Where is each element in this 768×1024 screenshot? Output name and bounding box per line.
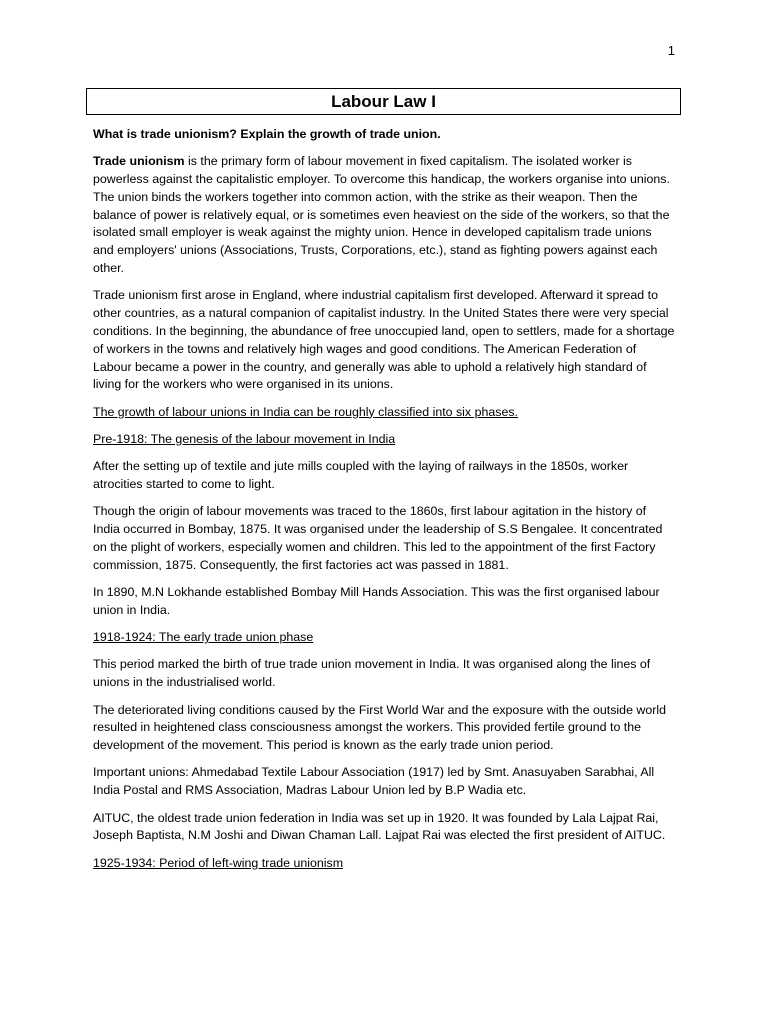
document-title bbox=[86, 88, 681, 115]
paragraph: Important unions: Ahmedabad Textile Labour Association (1917) led by Smt. Anasuyaben Sarabhai, All India Postal and RMS Association, Madras Labour Union led by B.P Wadia etc. bbox=[93, 765, 655, 798]
page-number: 1 bbox=[667, 43, 675, 58]
document-body bbox=[93, 126, 675, 882]
paragraph: This period marked the birth of true trade union movement in India. It was organised along the lines of unions in the industrialised world. bbox=[93, 657, 651, 690]
question-heading: What is trade unionism? Explain the growth of trade union. bbox=[93, 127, 441, 141]
phase-heading-1925-1934: 1925-1934: Period of left-wing trade unionism bbox=[93, 855, 344, 870]
phase-heading-pre-1918: Pre-1918: The genesis of the labour movement in India bbox=[93, 431, 396, 446]
phases-heading: The growth of labour unions in India can be roughly classified into six phases. bbox=[93, 404, 518, 419]
bold-term: Trade unionism bbox=[93, 154, 185, 169]
document-title-text: Labour Law I bbox=[331, 91, 436, 111]
phase-heading-1918-1924: 1918-1924: The early trade union phase bbox=[93, 630, 314, 645]
paragraph: AITUC, the oldest trade union federation in India was set up in 1920. It was founded by Lala Lajpat Rai, Joseph Baptista, N.M Joshi and Diwan Chaman Lall. Lajpat Rai was elected the first president of AITUC. bbox=[93, 810, 666, 843]
paragraph-trade-unionism-origin: Trade unionism first arose in England, where industrial capitalism first developed. Afterward it spread to other countries, as a natural companion of capitalist industry. In the United States there were very special conditions. In the beginning, the abundance of free unoccupied land, open to settlers, made for a shortage of workers in the towns and relatively high wages and good conditions. The American Federation of Labour became a power in the country, and generally was able to uphold a relatively high standard of living for the workers who were organised in its unions. bbox=[93, 288, 675, 392]
paragraph: Though the origin of labour movements was traced to the 1860s, first labour agitation in the history of India occurred in Bombay, 1875. It was organised under the leadership of S.S Bengalee. It concentrated on the plight of workers, especially women and children. This led to the appointment of the first Factory commission, 1875. Consequently, the first factories act was passed in 1881. bbox=[93, 504, 663, 572]
paragraph: In 1890, M.N Lokhande established Bombay Mill Hands Association. This was the first organised labour union in India. bbox=[93, 585, 660, 617]
paragraph-text: is the primary form of labour movement in fixed capitalism. The isolated worker is powerless against the capitalistic employer. To overcome this handicap, the workers organise into unions. The union binds the workers together into common action, with the strike as their weapon. Then the balance of power is relatively equal, or is sometimes even heaviest on the side of the workers, so that the isolated small employer is weak against the mighty union. Hence in developed capitalism trade unions and employers' unions (Associations, Trusts, Corporations, etc.), stand as fighting powers against each other. bbox=[93, 154, 670, 276]
paragraph: After the setting up of textile and jute mills coupled with the laying of railways in the 1850s, worker atrocities started to come to light. bbox=[93, 459, 629, 492]
paragraph-trade-unionism-definition bbox=[93, 153, 675, 278]
paragraph: The deteriorated living conditions caused by the First World War and the exposure with the outside world resulted in heightened class consciousness amongst the workers. This provided fertile ground to the development of the movement. This period is known as the early trade union period. bbox=[93, 702, 667, 753]
